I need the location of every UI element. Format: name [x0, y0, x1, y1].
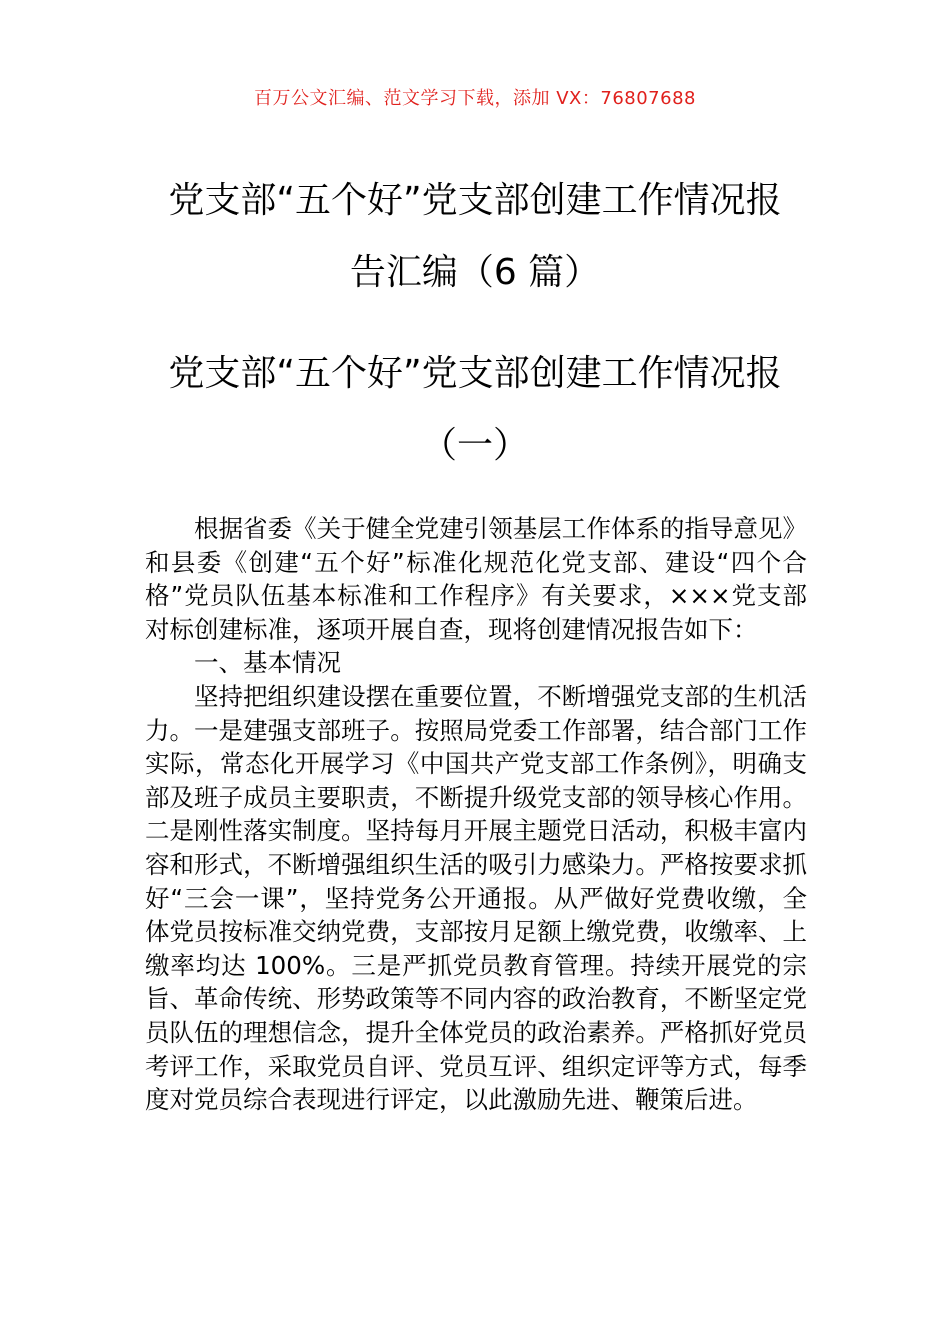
report-title-line-1: 党支部“五个好”党支部创建工作情况报	[168, 353, 782, 394]
intro-paragraph: 根据省委《关于健全党建引领基层工作体系的指导意见》和县委《创建“五个好”标准化规范化党支部、建设“四个合格”党员队伍基本标准和工作程序》有关要求，×××党支部对标创建标准，逐项开展自查，现将创建情况报告如下：	[145, 514, 807, 644]
collection-title	[120, 165, 830, 309]
basic-situation-paragraph: 坚持把组织建设摆在重要位置，不断增强党支部的生机活力。一是建强支部班子。按照局党委工作部署，结合部门工作实际，常态化开展学习《中国共产党支部工作条例》，明确支部及班子成员主要职责，不断提升级党支部的领导核心作用。二是刚性落实制度。坚持每月开展主题党日活动，积极丰富内容和形式，不断增强组织生活的吸引力感染力。严格按要求抓好“三会一课”，坚持党务公开通报。从严做好党费收缴，全体党员按标准交纳党费，支部按月足额上缴党费，收缴率、上缴率均达 100%。三是严抓党员教育管理。持续开展党的宗旨、革命传统、形势政策等不同内容的政治教育，不断坚定党员队伍的理想信念，提升全体党员的政治素养。严格抓好党员考评工作，采取党员自评、党员互评、组织定评等方式，每季度对党员综合表现进行评定，以此激励先进、鞭策后进。	[145, 681, 807, 1115]
collection-title-line-2: 告汇编（6 篇）	[349, 252, 601, 293]
report-body	[145, 512, 807, 1117]
report-title	[120, 338, 830, 482]
collection-title-line-1: 党支部“五个好”党支部创建工作情况报	[168, 180, 782, 221]
download-banner: 百万公文汇编、范文学习下载，添加 VX：76807688	[254, 88, 696, 109]
report-title-line-2: （一）	[420, 425, 529, 466]
section-heading-basic-situation: 一、基本情况	[194, 648, 341, 678]
